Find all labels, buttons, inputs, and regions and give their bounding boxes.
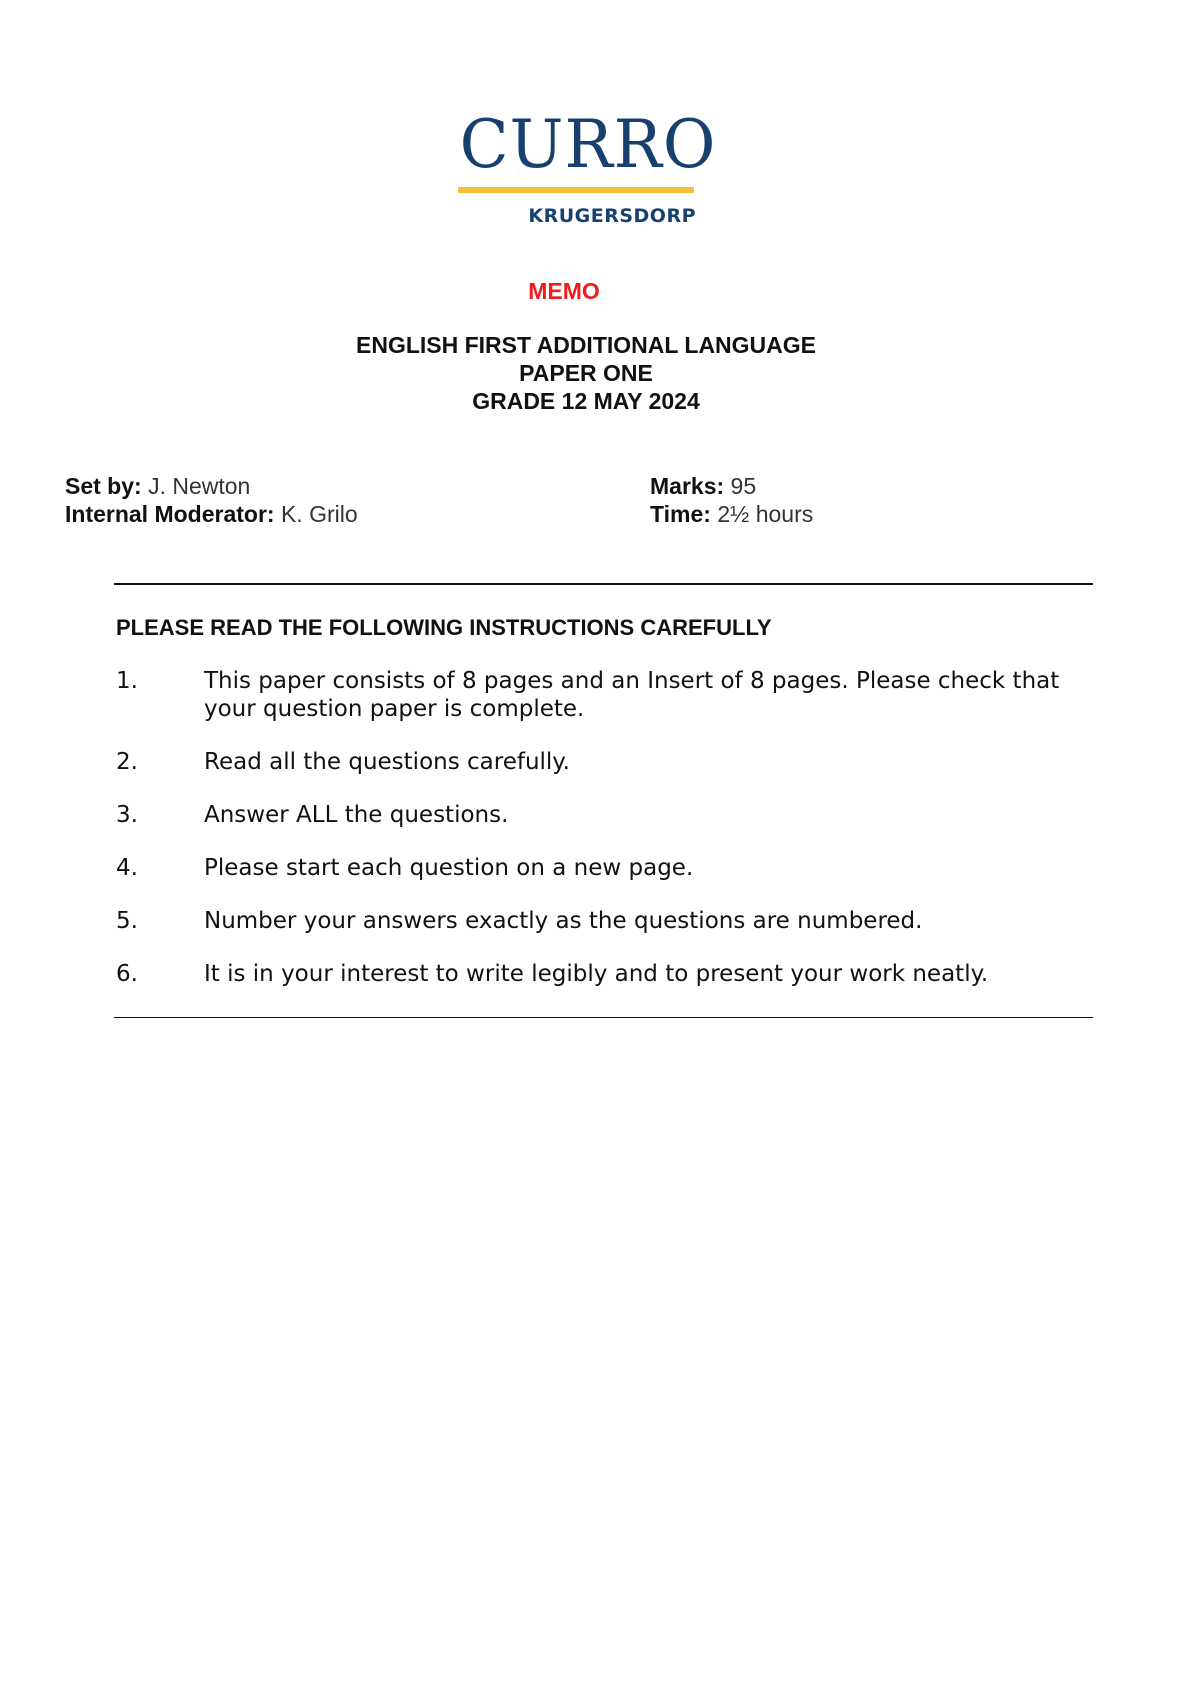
logo-campus-name: KRUGERSDORP xyxy=(528,205,696,227)
subject-title: ENGLISH FIRST ADDITIONAL LANGUAGE xyxy=(356,332,816,358)
bottom-divider xyxy=(114,1017,1093,1018)
time-label: Time: xyxy=(650,501,711,527)
logo-gold-rule xyxy=(458,187,694,193)
instructions-heading: PLEASE READ THE FOLLOWING INSTRUCTIONS CAREFULLY xyxy=(116,615,772,640)
instruction-text: Please start each question on a new page. xyxy=(204,855,694,881)
paper-info xyxy=(650,472,813,528)
instructions-list xyxy=(116,667,1076,1013)
instruction-number: 2. xyxy=(116,749,138,775)
moderator-label: Internal Moderator: xyxy=(65,501,275,527)
moderator-row xyxy=(65,500,358,528)
marks-value: 95 xyxy=(730,473,757,499)
instruction-item xyxy=(116,748,1076,776)
time-value: 2½ hours xyxy=(717,501,814,527)
instruction-text: Number your answers exactly as the questions are numbered. xyxy=(204,908,923,934)
set-by-label: Set by: xyxy=(65,473,142,499)
time-row xyxy=(650,500,813,528)
grade-date-title: GRADE 12 MAY 2024 xyxy=(472,388,700,414)
instruction-item xyxy=(116,854,1076,882)
paper-title-block xyxy=(0,331,1172,415)
moderator-value: K. Grilo xyxy=(280,501,358,527)
instruction-number: 4. xyxy=(116,855,138,881)
set-by-row xyxy=(65,472,358,500)
memo-label: MEMO xyxy=(528,278,600,304)
instruction-number: 5. xyxy=(116,908,138,934)
instruction-item xyxy=(116,801,1076,829)
paper-title: PAPER ONE xyxy=(519,360,653,386)
logo-wordmark: CURRO xyxy=(459,106,717,183)
instruction-text: Answer ALL the questions. xyxy=(204,802,509,828)
instruction-item xyxy=(116,960,1076,988)
instruction-number: 6. xyxy=(116,961,138,987)
setter-info xyxy=(65,472,358,528)
curro-logo xyxy=(456,106,717,232)
marks-row xyxy=(650,472,813,500)
instruction-number: 1. xyxy=(116,668,138,694)
set-by-value: J. Newton xyxy=(148,473,251,499)
instruction-text: It is in your interest to write legibly and to present your work neatly. xyxy=(204,961,989,987)
instruction-item xyxy=(116,667,1076,723)
instruction-item xyxy=(116,907,1076,935)
marks-label: Marks: xyxy=(650,473,725,499)
instruction-number: 3. xyxy=(116,802,138,828)
instruction-text: This paper consists of 8 pages and an Insert of 8 pages. Please check that your question paper is complete. xyxy=(204,668,1060,722)
top-divider xyxy=(114,583,1093,585)
instruction-text: Read all the questions carefully. xyxy=(204,749,570,775)
